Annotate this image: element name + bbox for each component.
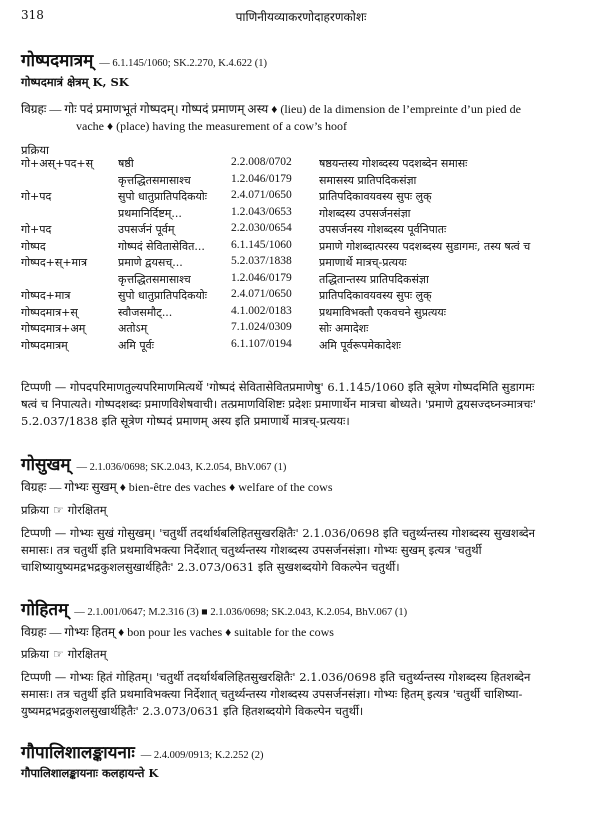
prakriya-explanation: सोः अमादेशः xyxy=(319,322,369,335)
headword: गोष्पदमात्रम् xyxy=(21,51,94,71)
headword-refs: — 2.1.001/0647; M.2.316 (3) ■ 2.1.036/0698; SK.2.043, K.2.054, BhV.067 (1) xyxy=(74,607,408,618)
prakriya-sutra: स्वौजसमौट्... xyxy=(118,305,173,319)
prakriya-row xyxy=(21,305,581,322)
vigraha-line: विग्रहः — गोभ्यः सुखम् ♦ bien-être des vaches ♦ welfare of the cows xyxy=(21,480,333,494)
prakriya-row xyxy=(21,222,581,239)
prakriya-explanation: उपसर्जनस्य गोशब्दस्य पूर्वनिपातः xyxy=(319,223,447,236)
prakriya-row xyxy=(21,239,581,256)
prakriya-sutra-number: 2.2.030/0654 xyxy=(231,222,292,234)
prakriya-row xyxy=(21,321,581,338)
tippani-line: युष्यमद्रभद्रकुशलसुखार्थहितैः' 2.3.073/0631 इति हितशब्दयोगे विकल्पेन चतुर्थी। xyxy=(21,704,364,718)
prakriya-explanation: प्रमाणे गोशब्दात्परस्य पदशब्दस्य सुडागमः, तस्य षत्वं च xyxy=(319,239,531,253)
vigraha-line: विग्रहः — गोः पदं प्रमाणभूतं गोष्पदम्। गोष्पदं प्रमाणम् अस्य ♦ (lieu) de la dimension de l’empreinte d’un pied de xyxy=(21,102,521,116)
prakriya-form: गो+पद xyxy=(21,223,52,236)
tippani-line: षत्वं च निपात्यते। गोष्पदशब्दः प्रमाणविशेषवाची। तत्प्रमाणविशिष्टः प्रदेशः प्रमाणार्थेन मात्रचा बोध्यते। 'प्रमाणे द्वयसज्दघ्नञ्मात्रचः' xyxy=(21,397,536,411)
prakriya-form: गोष्पद+मात्र xyxy=(21,289,71,302)
prakriya-row xyxy=(21,173,581,190)
prakriya-sutra-number: 2.4.071/0650 xyxy=(231,189,292,201)
running-title: पाणिनीयव्याकरणोदाहरणकोशः xyxy=(235,10,367,24)
prakriya-crossref xyxy=(21,502,581,518)
prakriya-form: गोष्पदमात्र+अम् xyxy=(21,322,86,335)
prakriya-sutra-number: 6.1.107/0194 xyxy=(231,337,292,350)
pointing-hand-icon: ☞ xyxy=(53,503,64,517)
prakriya-explanation: प्रातिपदिकावयवस्य सुपः लुक् xyxy=(319,190,432,203)
prakriya-explanation: समासस्य प्रातिपदिकसंज्ञा xyxy=(319,173,417,187)
prakriya-row xyxy=(21,189,581,206)
page-number: 318 xyxy=(21,8,44,22)
prakriya-crossref xyxy=(21,646,581,662)
prakriya-sutra-number: 1.2.046/0179 xyxy=(231,271,292,284)
prakriya-row xyxy=(21,206,581,223)
headword-refs: — 6.1.145/1060; SK.2.270, K.4.622 (1) xyxy=(99,58,267,69)
tippani-line: 5.2.037/1838 इति सूत्रेण गोष्पदं प्रमाणम् अस्य इति प्रमाणार्थे मात्रच्-प्रत्ययः। xyxy=(21,414,350,428)
prakriya-sutra: सुपो धातुप्रातिपदिकयोः xyxy=(118,289,207,302)
prakriya-form: गोष्पदमात्र+स् xyxy=(21,305,78,319)
prakriya-label: प्रक्रिया xyxy=(21,647,50,661)
tippani-line: टिप्पणी — गोभ्यः सुखं गोसुखम्। 'चतुर्थी तदर्थार्थबलिहितसुखरक्षितैः' 2.1.036/0698 इति चतुर्थ्यन्तस्य गोशब्दस्य सुखशब्देन xyxy=(21,526,536,540)
tippani-line: चाशिष्यायुष्यमद्रभद्रकुशलसुखार्थहितैः' 2.3.073/0631 इति सुखशब्दयोगे विकल्पेन चतुर्थी। xyxy=(21,560,400,574)
pointing-hand-icon: ☞ xyxy=(53,647,64,661)
prakriya-sutra-number: 2.4.071/0650 xyxy=(231,288,292,300)
prakriya-explanation: षष्ठयन्तस्य गोशब्दस्य पदशब्देन समासः xyxy=(319,157,468,170)
prakriya-sutra: कृत्तद्धितसमासाश्च xyxy=(118,272,191,286)
vigraha-line: विग्रहः — गोभ्यः हितम् ♦ bon pour les vaches ♦ suitable for the cows xyxy=(21,625,334,639)
prakriya-row xyxy=(21,338,581,355)
headword: गौपालिशालङ्कायनाः xyxy=(21,743,135,763)
prakriya-sutra: प्रथमानिर्दिष्टम्... xyxy=(118,206,182,220)
entry-headword-4 xyxy=(21,740,264,763)
tippani-line: समासः। तत्र चतुर्थी इति प्रथमाविभक्त्या निर्देशात् चतुर्थ्यन्तस्य गोशब्दस्य उपसर्जनसंज्ञा। गोभ्यः सुखम् इत्यत्र 'चतुर्थी xyxy=(21,543,482,557)
prakriya-form: गो+अस्+पद+स् xyxy=(21,157,94,170)
prakriya-form: गोष्पद xyxy=(21,239,46,253)
tippani-line: टिप्पणी — गोभ्यः हितं गोहितम्। 'चतुर्थी तदर्थार्थबलिहितसुखरक्षितैः' 2.1.036/0698 इति चतुर्थ्यन्तस्य गोशब्दस्य हितशब्देन xyxy=(21,670,531,684)
prakriya-explanation: प्रमाणार्थे मात्रच्-प्रत्ययः xyxy=(319,256,407,269)
headword-refs: — 2.1.036/0698; SK.2.043, K.2.054, BhV.067 (1) xyxy=(76,462,287,473)
vigraha-line: vache ♦ (place) having the measurement of a cow’s hoof xyxy=(76,119,348,133)
prakriya-explanation: तद्धितान्तस्य प्रातिपदिकसंज्ञा xyxy=(319,272,429,286)
entry-headword-3 xyxy=(21,597,407,620)
entry-headword-2 xyxy=(21,452,286,475)
prakriya-explanation: प्रथमाविभक्तौ एकवचने सुप्रत्ययः xyxy=(319,305,447,319)
prakriya-sutra: कृत्तद्धितसमासाश्च xyxy=(118,173,191,187)
tippani-line: समासः। तत्र चतुर्थी इति प्रथमाविभक्त्या निर्देशात् चतुर्थ्यन्तस्य गोशब्दस्य उपसर्जनसंज्ञा। गोभ्यः हितम् इत्यत्र 'चतुर्थी चाशिष्या- xyxy=(21,687,523,701)
prakriya-sutra-number: 4.1.002/0183 xyxy=(231,304,292,317)
crossref-link[interactable]: गोरक्षितम् xyxy=(67,647,107,661)
prakriya-sutra: अमि पूर्वः xyxy=(118,338,154,352)
prakriya-row xyxy=(21,255,581,272)
prakriya-sutra-number: 2.2.008/0702 xyxy=(231,156,292,168)
entry-subhead: गोष्पदमात्रं क्षेत्रम् K, SK xyxy=(21,75,129,89)
prakriya-sutra-number: 6.1.145/1060 xyxy=(231,238,292,251)
prakriya-sutra: गोष्पदं सेवितासेवित... xyxy=(118,239,205,253)
prakriya-sutra-number: 5.2.037/1838 xyxy=(231,255,292,267)
prakriya-label: प्रक्रिया xyxy=(21,143,50,157)
prakriya-table xyxy=(21,156,581,354)
prakriya-explanation: प्रातिपदिकावयवस्य सुपः लुक् xyxy=(319,289,432,302)
prakriya-form: गो+पद xyxy=(21,190,52,203)
prakriya-sutra: सुपो धातुप्रातिपदिकयोः xyxy=(118,190,207,203)
prakriya-sutra: अतोऽम् xyxy=(118,322,148,335)
prakriya-row xyxy=(21,288,581,305)
headword: गोहितम् xyxy=(21,600,69,620)
headword-refs: — 2.4.009/0913; K.2.252 (2) xyxy=(140,750,264,761)
running-header xyxy=(21,8,581,26)
prakriya-sutra: प्रमाणे द्वयसच्... xyxy=(118,256,183,269)
prakriya-row xyxy=(21,272,581,289)
prakriya-form: गोष्पदमात्रम् xyxy=(21,338,68,352)
prakriya-sutra-number: 1.2.046/0179 xyxy=(231,172,292,185)
entry-subhead: गौपालिशालङ्कायनाः कलहायन्ते K xyxy=(21,766,159,780)
prakriya-sutra-number: 1.2.043/0653 xyxy=(231,205,292,218)
prakriya-sutra-number: 7.1.024/0309 xyxy=(231,321,292,333)
prakriya-row xyxy=(21,156,581,173)
crossref-link[interactable]: गोरक्षितम् xyxy=(67,503,107,517)
tippani-line: टिप्पणी — गोपदपरिमाणतुल्यपरिमाणमित्यर्थे 'गोष्पदं सेवितासेवितप्रमाणेषु' 6.1.145/1060 इति सूत्रेण गोष्पदमिति सुडागमः xyxy=(21,380,535,394)
entry-headword-1 xyxy=(21,48,267,71)
prakriya-form: गोष्पद+स्+मात्र xyxy=(21,256,88,269)
prakriya-sutra: उपसर्जनं पूर्वम् xyxy=(118,223,175,236)
prakriya-explanation: गोशब्दस्य उपसर्जनसंज्ञा xyxy=(319,206,411,220)
prakriya-sutra: षष्ठी xyxy=(118,157,134,170)
prakriya-label: प्रक्रिया xyxy=(21,503,50,517)
headword: गोसुखम् xyxy=(21,455,71,475)
prakriya-explanation: अमि पूर्वरूपमेकादेशः xyxy=(319,338,401,352)
